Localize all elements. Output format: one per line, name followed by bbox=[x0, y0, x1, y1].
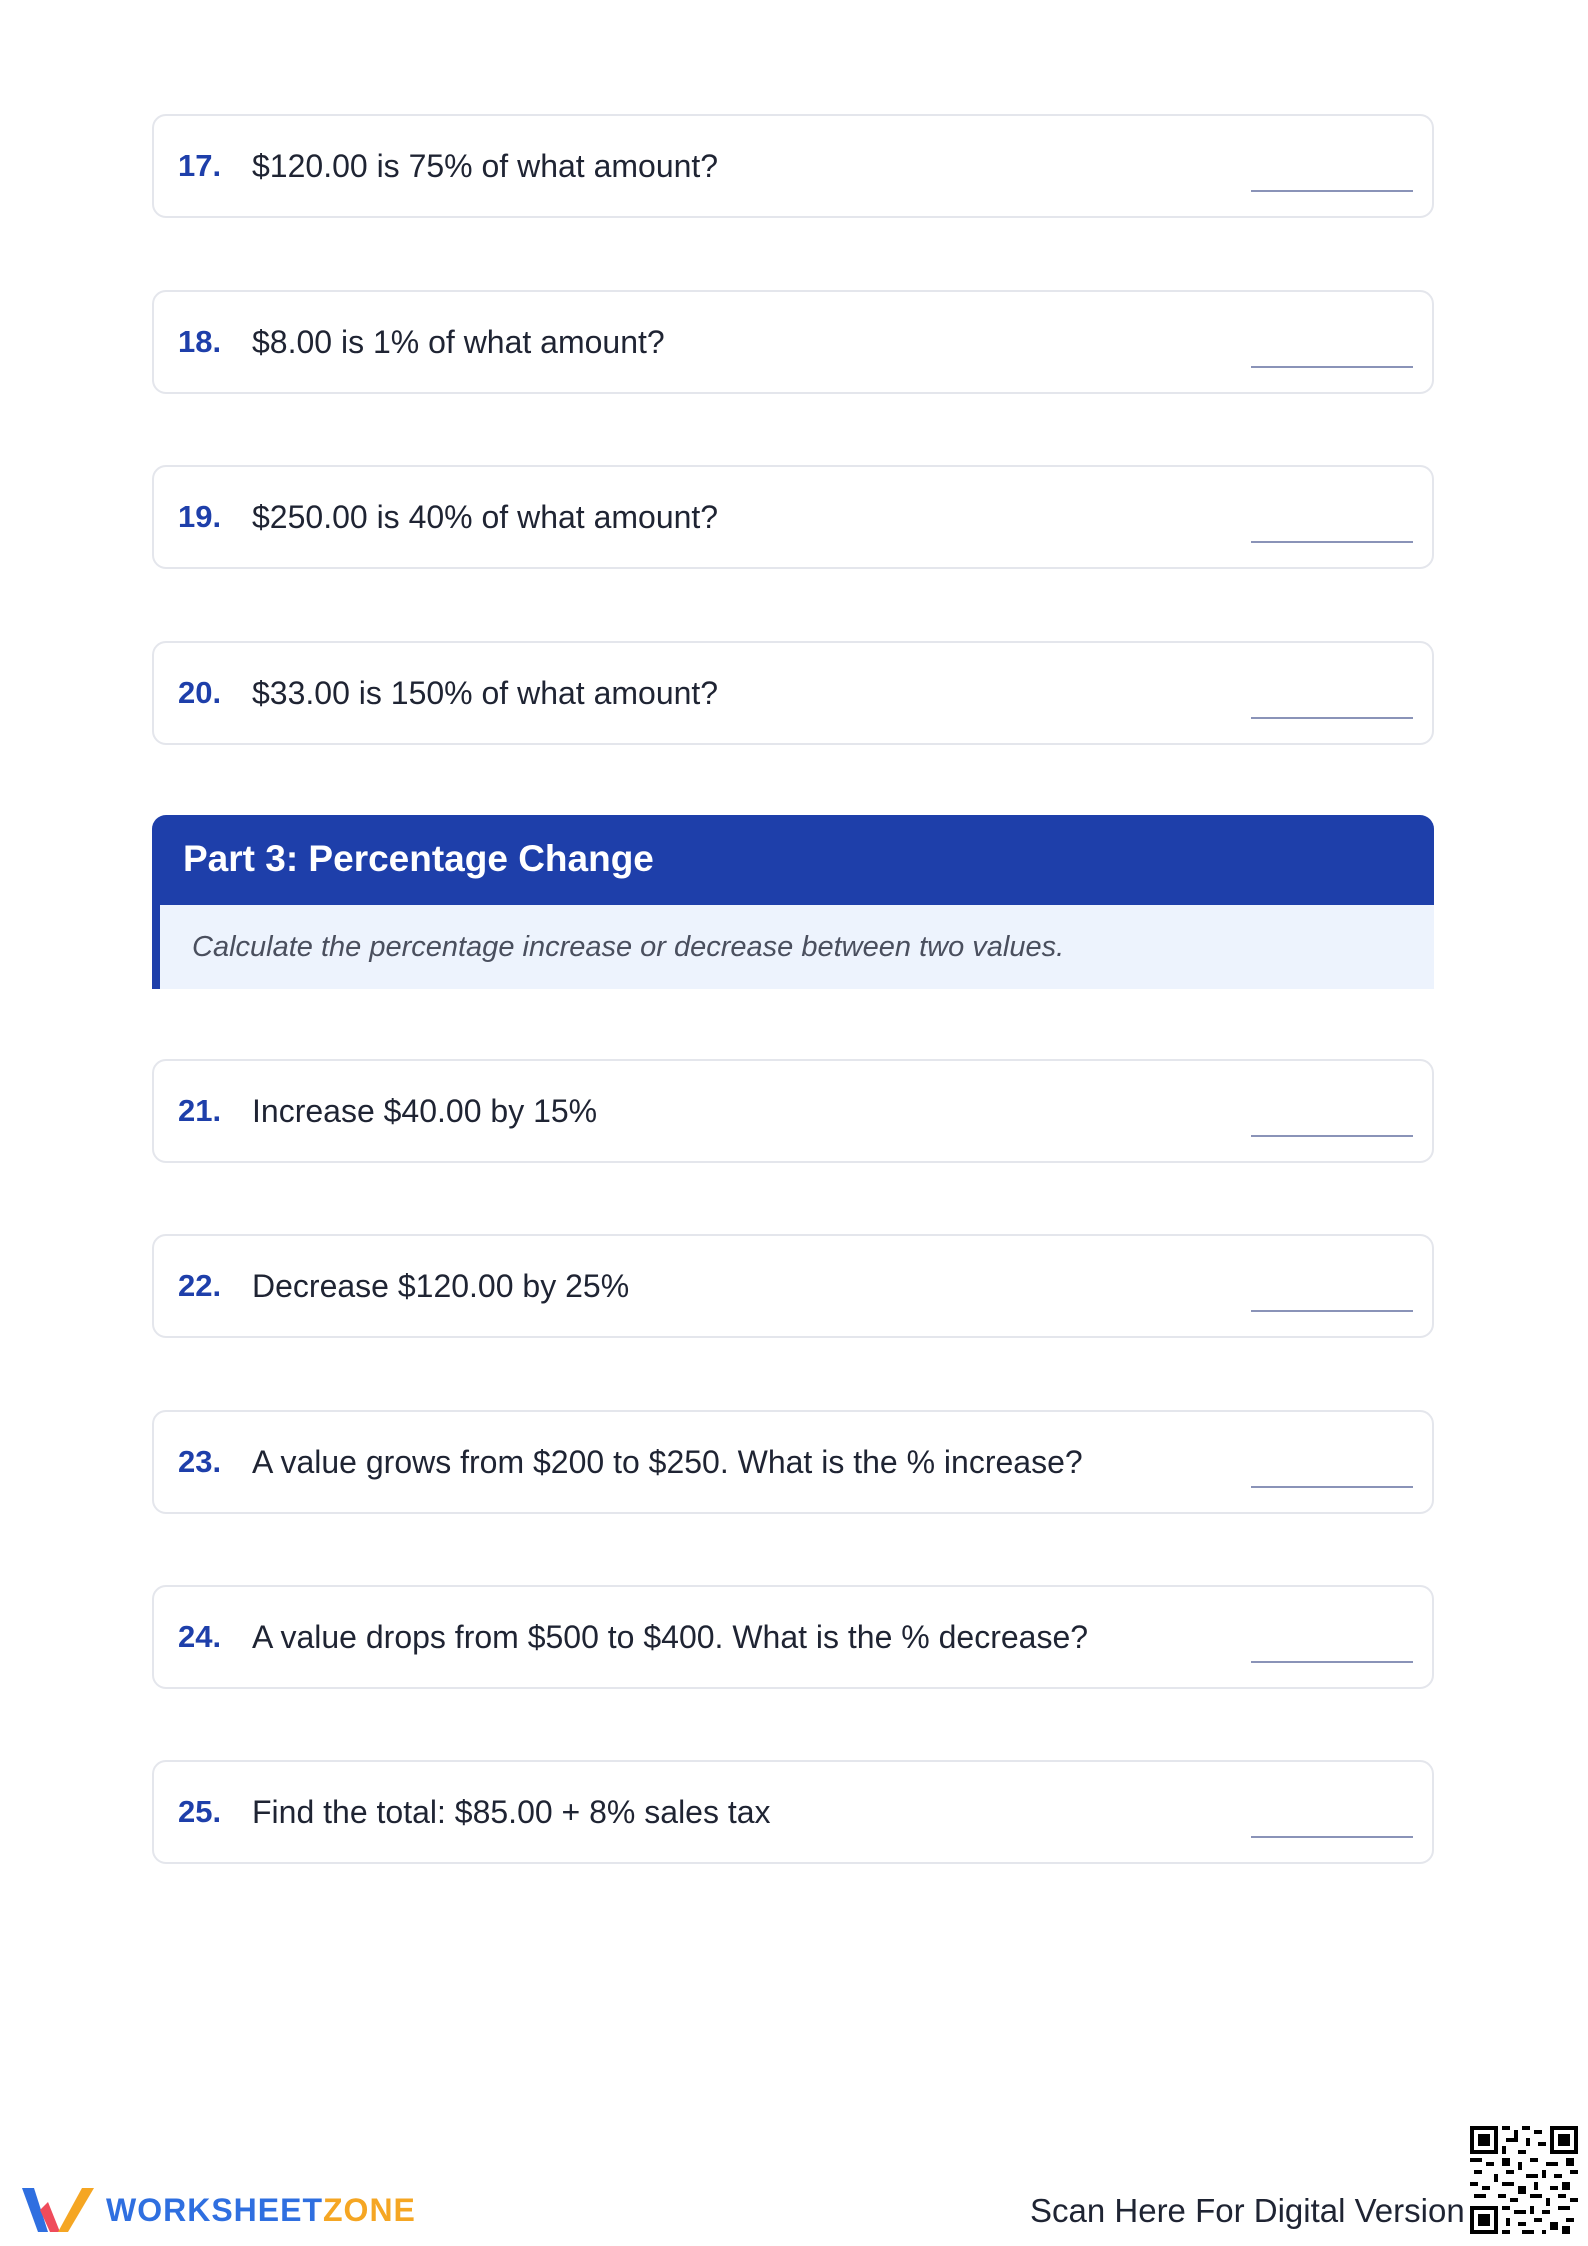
question-text: $8.00 is 1% of what amount? bbox=[252, 324, 665, 360]
worksheetzone-logo[interactable] bbox=[18, 2180, 438, 2240]
question-text: $120.00 is 75% of what amount? bbox=[252, 148, 719, 184]
question-text: Increase $40.00 by 15% bbox=[252, 1093, 598, 1129]
answer-blank[interactable] bbox=[1251, 541, 1413, 543]
section-part-3 bbox=[152, 815, 1434, 989]
question-card bbox=[152, 1059, 1434, 1163]
question-number: 21. bbox=[178, 1093, 222, 1128]
question-card bbox=[152, 641, 1434, 745]
question-text: A value drops from $500 to $400. What is the % decrease? bbox=[252, 1619, 1089, 1655]
question-text: $33.00 is 150% of what amount? bbox=[252, 675, 719, 711]
answer-blank[interactable] bbox=[1251, 1310, 1413, 1312]
section-description-box bbox=[152, 905, 1434, 989]
question-number: 22. bbox=[178, 1268, 222, 1303]
section-header bbox=[152, 815, 1434, 905]
question-number: 17. bbox=[178, 148, 222, 183]
answer-blank[interactable] bbox=[1251, 1486, 1413, 1488]
question-card bbox=[152, 1234, 1434, 1338]
question-number: 24. bbox=[178, 1619, 222, 1654]
section-description: Calculate the percentage increase or decrease between two values. bbox=[192, 931, 1065, 963]
question-text: A value grows from $200 to $250. What is the % increase? bbox=[252, 1444, 1083, 1480]
question-text: Find the total: $85.00 + 8% sales tax bbox=[252, 1794, 771, 1830]
question-card bbox=[152, 1585, 1434, 1689]
answer-blank[interactable] bbox=[1251, 1836, 1413, 1838]
logo-wordmark-part1: WORKSHEET bbox=[106, 2192, 323, 2228]
question-card bbox=[152, 465, 1434, 569]
question-number: 23. bbox=[178, 1444, 222, 1479]
question-text: Decrease $120.00 by 25% bbox=[252, 1268, 630, 1304]
question-number: 18. bbox=[178, 324, 222, 359]
answer-blank[interactable] bbox=[1251, 366, 1413, 368]
answer-blank[interactable] bbox=[1251, 190, 1413, 192]
question-card bbox=[152, 1760, 1434, 1864]
question-number: 25. bbox=[178, 1794, 222, 1829]
question-card bbox=[152, 114, 1434, 218]
question-number: 19. bbox=[178, 499, 222, 534]
question-card bbox=[152, 1410, 1434, 1514]
logo-wordmark-part2: ZONE bbox=[323, 2192, 416, 2228]
qr-code-icon[interactable] bbox=[1470, 2126, 1578, 2234]
question-number: 20. bbox=[178, 675, 222, 710]
question-card bbox=[152, 290, 1434, 394]
question-text: $250.00 is 40% of what amount? bbox=[252, 499, 719, 535]
answer-blank[interactable] bbox=[1251, 1135, 1413, 1137]
logo-wordmark bbox=[106, 2180, 416, 2240]
worksheetzone-logo-icon bbox=[18, 2180, 98, 2240]
section-title: Part 3: Percentage Change bbox=[183, 838, 654, 879]
answer-blank[interactable] bbox=[1251, 1661, 1413, 1663]
answer-blank[interactable] bbox=[1251, 717, 1413, 719]
scan-instruction: Scan Here For Digital Version bbox=[1030, 2192, 1465, 2229]
